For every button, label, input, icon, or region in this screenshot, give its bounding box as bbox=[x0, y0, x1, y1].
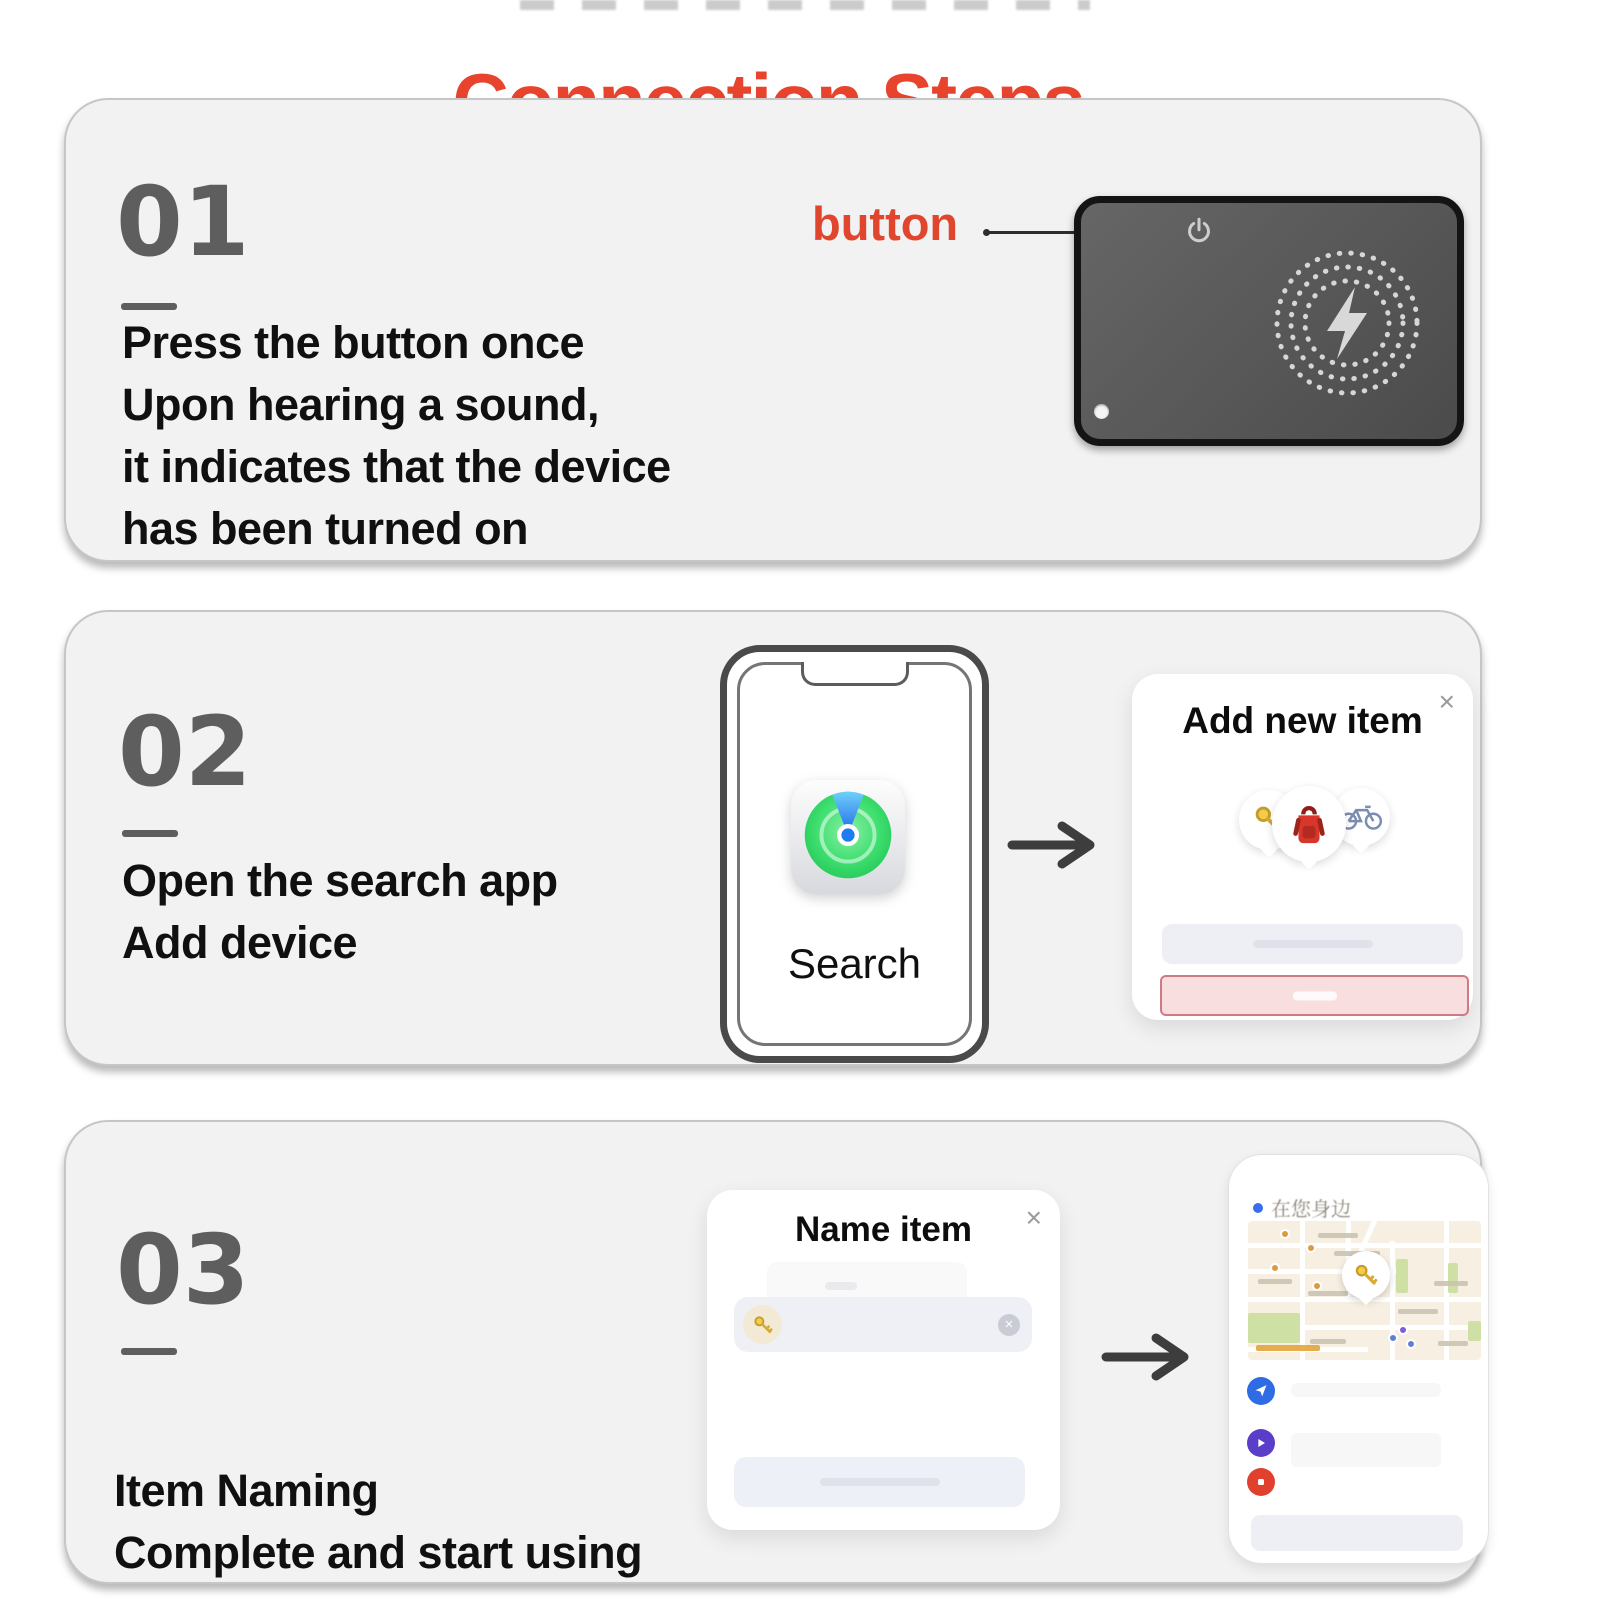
map-label bbox=[1434, 1281, 1468, 1286]
navigate-icon bbox=[1254, 1384, 1268, 1398]
status-row bbox=[1253, 1193, 1351, 1222]
item-type-backpack[interactable] bbox=[1272, 786, 1346, 862]
map-label bbox=[1438, 1341, 1468, 1346]
map-poi bbox=[1270, 1263, 1280, 1273]
step-2-line: Add device bbox=[122, 917, 358, 968]
play-sound-button[interactable] bbox=[1247, 1429, 1275, 1457]
faded-dash bbox=[825, 1282, 857, 1290]
step-1-panel bbox=[64, 98, 1482, 562]
bottom-action-bar[interactable] bbox=[1251, 1515, 1463, 1551]
map-label bbox=[1398, 1309, 1438, 1314]
wireless-charging-coil bbox=[1267, 243, 1427, 403]
step-3-panel bbox=[64, 1120, 1482, 1584]
map-label bbox=[1308, 1291, 1348, 1296]
step-1-line: has been turned on bbox=[122, 503, 529, 554]
dialog-title: Add new item bbox=[1182, 700, 1423, 741]
step-1-line: it indicates that the device bbox=[122, 441, 671, 492]
phone-notch bbox=[801, 662, 909, 686]
step-2-underline bbox=[122, 830, 178, 837]
step-1-line: Press the button once bbox=[122, 317, 585, 368]
step-2-panel bbox=[64, 610, 1482, 1066]
smartphone-outline bbox=[720, 645, 989, 1063]
map-poi bbox=[1398, 1325, 1408, 1335]
stop-icon bbox=[1255, 1476, 1267, 1488]
play-icon bbox=[1255, 1437, 1267, 1449]
arrow-right-icon bbox=[1006, 817, 1102, 873]
confirm-name-button[interactable] bbox=[734, 1457, 1025, 1507]
search-app-label: Search bbox=[787, 940, 922, 987]
map-poi bbox=[1406, 1339, 1416, 1349]
step-2-text bbox=[122, 850, 558, 974]
map-park bbox=[1396, 1259, 1408, 1293]
item-name-field[interactable] bbox=[1162, 924, 1463, 964]
status-dot-icon bbox=[1253, 1203, 1263, 1213]
faded-text bbox=[1291, 1383, 1441, 1397]
item-name-input[interactable] bbox=[734, 1297, 1032, 1352]
confirm-add-button[interactable] bbox=[1160, 975, 1469, 1016]
find-my-app-icon[interactable] bbox=[789, 778, 907, 896]
map-label bbox=[1310, 1339, 1346, 1344]
map-label bbox=[1318, 1233, 1358, 1238]
close-icon[interactable]: × bbox=[1025, 1202, 1042, 1233]
step-1-number: 01 bbox=[116, 166, 250, 278]
map-poi bbox=[1306, 1243, 1316, 1253]
map-road bbox=[1300, 1221, 1305, 1360]
map-poi bbox=[1280, 1229, 1290, 1239]
item-location-pin[interactable] bbox=[1342, 1251, 1390, 1299]
step-2-line: Open the search app bbox=[122, 855, 558, 906]
cropped-header-remnant bbox=[520, 0, 1090, 10]
map-park bbox=[1248, 1313, 1300, 1343]
key-icon bbox=[1353, 1262, 1379, 1288]
backpack-icon bbox=[1286, 801, 1332, 847]
lightning-bolt-icon bbox=[1327, 287, 1367, 359]
step-3-number: 03 bbox=[116, 1214, 250, 1326]
map-park bbox=[1468, 1321, 1481, 1341]
step-3-line: Item Naming bbox=[114, 1465, 379, 1516]
button-callout-label: button bbox=[812, 197, 959, 250]
step-1-underline bbox=[121, 303, 177, 310]
close-icon[interactable]: × bbox=[1438, 686, 1455, 717]
map-road bbox=[1278, 1325, 1481, 1330]
dialog-title: Name item bbox=[794, 1210, 973, 1249]
navigate-action-button[interactable] bbox=[1247, 1377, 1275, 1405]
lanyard-hole bbox=[1094, 404, 1109, 419]
faded-text bbox=[1291, 1433, 1441, 1467]
map-park bbox=[1448, 1263, 1458, 1293]
step-3-underline bbox=[121, 1348, 177, 1355]
add-new-item-dialog bbox=[1132, 674, 1473, 1020]
clear-input-icon[interactable]: × bbox=[998, 1314, 1020, 1336]
map-poi bbox=[1312, 1281, 1322, 1291]
location-map[interactable] bbox=[1248, 1221, 1481, 1360]
map-poi bbox=[1388, 1333, 1398, 1343]
stop-action-button[interactable] bbox=[1247, 1468, 1275, 1496]
step-1-line: Upon hearing a sound, bbox=[122, 379, 600, 430]
step-1-text bbox=[122, 312, 671, 560]
map-label bbox=[1256, 1345, 1320, 1351]
tracking-result-screen bbox=[1228, 1154, 1489, 1564]
power-icon[interactable] bbox=[1185, 217, 1213, 247]
name-item-dialog bbox=[707, 1190, 1060, 1530]
step-3-text bbox=[114, 1460, 642, 1584]
status-label: 在您身边 bbox=[1271, 1199, 1351, 1221]
key-icon bbox=[743, 1305, 782, 1344]
arrow-right-icon bbox=[1100, 1329, 1196, 1385]
step-2-number: 02 bbox=[118, 696, 252, 808]
step-3-line: Complete and start using bbox=[114, 1527, 643, 1578]
tracker-card-device bbox=[1074, 196, 1464, 446]
map-label bbox=[1258, 1279, 1292, 1284]
